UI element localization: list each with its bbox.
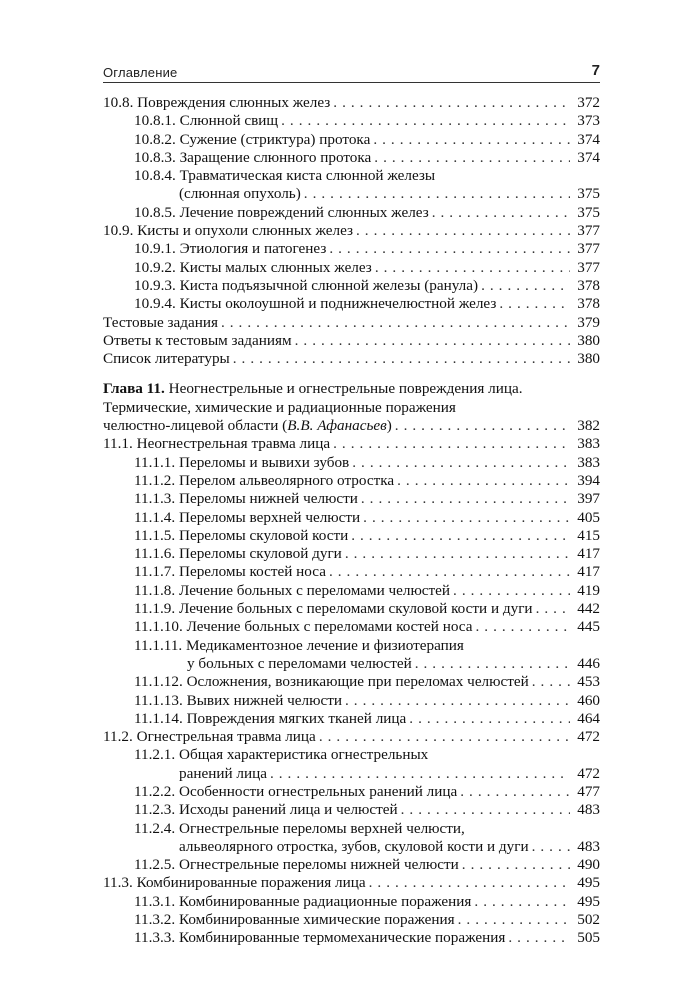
toc-page-number: 445 [577,618,600,636]
toc-leader-dots [356,222,570,240]
toc-entry-first-line [103,820,600,838]
toc-leader-dots [295,332,570,350]
toc-page-number: 405 [577,508,600,526]
toc-entry [103,929,600,947]
toc-page-number: 464 [577,709,600,727]
toc-entry [103,259,600,277]
toc-entry-title: 11.3.2. Комбинированные химические поражения [134,911,455,929]
toc-leader-dots [352,454,570,472]
toc-leader-dots [397,472,570,490]
toc-entry-title: 10.9.4. Кисты околоушной и поднижнечелюстной желез [134,295,497,313]
toc-entry [103,673,600,691]
toc-page-number: 483 [577,801,600,819]
toc-entry-title: 10.8.2. Сужение (стриктура) протока [134,130,371,148]
toc-page-number: 377 [577,258,600,276]
chapter-title: Неогнестрельные и огнестрельные повреждения лица. [168,380,523,398]
toc-page-number: 472 [577,764,600,782]
toc-page-number: 378 [577,276,600,294]
toc-entry-title: Травматическая киста слюнной железы [179,167,436,185]
toc-entry-title: 11.1.7. Переломы костей носа [134,563,326,581]
toc-entry-title: 11.2.5. Огнестрельные переломы нижней челюсти [134,856,459,874]
toc-page-number: 472 [577,728,600,746]
toc-entry [103,94,600,112]
toc-page-number: 502 [577,911,600,929]
toc-entry-first-line [103,167,600,185]
toc-page-number: 495 [577,874,600,892]
toc-entry [103,112,600,130]
toc-leader-dots [351,527,570,545]
toc-page-number: 372 [577,94,600,111]
running-header [103,62,600,82]
toc-entry-title: 10.8.1. Слюнной свищ [134,112,279,130]
toc-entry-number: 11.2.4. [134,819,176,837]
toc-page-number: 442 [577,600,600,618]
toc-page-number: 394 [577,471,600,489]
toc-entry-title: 10.8. Повреждения слюнных желез [103,94,331,111]
toc-entry-title: 10.9.3. Киста подъязычной слюнной железы (ранула) [134,276,479,294]
toc-leader-dots [369,874,570,892]
toc-entry-title: у больных с переломами челюстей [187,654,412,672]
toc-entry-title: 11.1.1. Переломы и вывихи зубов [134,453,350,471]
toc-entry [103,149,600,167]
toc-page-number: 374 [577,130,600,148]
toc-leader-dots [319,728,570,746]
toc-page-number: 505 [577,929,600,947]
toc-entry-continuation [103,838,600,856]
toc-entry-title: 10.9.2. Кисты малых слюнных желез [134,258,372,276]
toc-entry [103,472,600,490]
toc-entry-title: 11.1.13. Вывих нижней челюсти [134,691,342,709]
toc-leader-dots [401,801,570,819]
toc-page-number: 373 [577,112,600,130]
toc-entry-number: 11.1.11. [134,636,183,654]
toc-page-number: 375 [577,185,600,203]
toc-entry [103,600,600,618]
chapter-heading-line [103,380,600,398]
toc-entry-title: 11.1. Неогнестрельная травма лица [103,435,331,453]
toc-entry-title: 11.1.14. Повреждения мягких тканей лица [134,709,407,727]
toc-entry [103,295,600,313]
toc-leader-dots [345,545,570,563]
toc-leader-dots [373,131,570,149]
toc-entry-continuation [103,765,600,783]
chapter-heading-line [103,417,600,435]
toc-entry-title: 11.2. Огнестрельная травма лица [103,728,316,746]
toc-page-number: 378 [577,295,600,313]
toc-entry [103,856,600,874]
toc-entry-continuation [103,185,600,203]
toc-entry-title: 11.1.3. Переломы нижней челюсти [134,490,358,508]
toc-leader-dots [499,295,570,313]
chapter-title: челюстно-лицевой области (В.В. Афанасьев) [103,417,392,435]
toc-entry-title: (слюнная опухоль) [179,185,301,203]
toc-entry-number: 10.8.4. [134,167,176,185]
header-rule [103,82,600,83]
toc-entry [103,911,600,929]
toc-leader-dots [221,314,570,332]
toc-entry-title: 11.3.3. Комбинированные термомеханические поражения [134,929,506,947]
toc-entry [103,240,600,258]
toc-leader-dots [374,149,570,167]
toc-page-number: 379 [577,313,600,331]
chapter-title: Термические, химические и радиационные поражения [103,398,456,416]
toc-page-number: 374 [577,148,600,166]
toc-entry-title: 11.1.2. Перелом альвеолярного отростка [134,471,395,489]
toc-page-number: 397 [577,490,600,508]
toc-leader-dots [532,838,570,856]
toc-entry-first-line [103,637,600,655]
toc-entry [103,728,600,746]
toc-entry [103,332,600,350]
toc-entry [103,350,600,368]
toc-entry-title: Общая характеристика огнестрельных [179,746,429,764]
toc-entry-title: 10.8.5. Лечение повреждений слюнных желез [134,203,429,221]
toc-entry [103,204,600,222]
toc-entry-title: 10.9.1. Этиология и патогенез [134,240,327,258]
toc-entry-title: 11.1.4. Переломы верхней челюсти [134,508,361,526]
toc-page-number: 382 [577,417,600,435]
toc-leader-dots [532,673,570,691]
toc-leader-dots [304,185,570,203]
toc-page-number: 483 [577,837,600,855]
toc-page-number: 380 [577,331,600,349]
toc-entry-title: 10.8.3. Заращение слюнного протока [134,148,372,166]
toc-page-number: 477 [577,782,600,800]
toc-leader-dots [453,582,570,600]
page-number: 7 [591,62,600,79]
toc-entry-title: 10.9. Кисты и опухоли слюнных желез [103,222,354,240]
toc-entry [103,618,600,636]
toc-entry-title: Ответы к тестовым заданиям [103,331,292,349]
toc-leader-dots [329,240,570,258]
chapter-author: В.В. Афанасьев [287,417,387,435]
toc-page-number: 383 [577,453,600,471]
toc-page-number: 415 [577,526,600,544]
toc-entry [103,692,600,710]
toc-entry [103,710,600,728]
toc-entry-title: 11.1.5. Переломы скуловой кости [134,526,349,544]
toc-page-number: 453 [577,673,600,691]
toc-entry-title: Огнестрельные переломы верхней челюсти, [179,819,465,837]
toc-entry-title: ранений лица [179,764,267,782]
toc-entry [103,783,600,801]
toc-leader-dots [329,563,570,581]
toc-leader-dots [395,417,570,435]
toc-leader-dots [409,710,570,728]
toc-entry [103,801,600,819]
chapter-heading-line [103,399,600,417]
toc-leader-dots [536,600,570,618]
toc-entry-title: Тестовые задания [103,313,218,331]
toc-page-number: 377 [577,240,600,258]
toc-page-number: 380 [577,350,600,368]
toc-leader-dots [508,929,570,947]
toc-entry-title: Список литературы [103,350,230,368]
toc-leader-dots [474,893,570,911]
toc-leader-dots [458,911,570,929]
toc-page-number: 377 [577,222,600,240]
toc-leader-dots [361,490,570,508]
toc-entry [103,893,600,911]
toc-entry-title: 11.1.6. Переломы скуловой дуги [134,545,342,563]
toc-entry [103,435,600,453]
toc-leader-dots [270,765,570,783]
toc-entry-number: 11.2.1. [134,746,176,764]
toc-entry [103,563,600,581]
toc-entry [103,545,600,563]
toc-entry-title: 11.1.9. Лечение больных с переломами скуловой кости и дуги [134,600,533,618]
toc-page-number: 419 [577,581,600,599]
toc-leader-dots [481,277,570,295]
toc-entry-first-line [103,746,600,764]
toc-entry [103,454,600,472]
toc-page-number: 495 [577,892,600,910]
toc-entry-title: 11.3.1. Комбинированные радиационные поражения [134,892,472,910]
toc-page-number: 446 [577,654,600,672]
toc-leader-dots [233,350,570,368]
toc-leader-dots [432,204,570,222]
toc-leader-dots [281,112,570,130]
toc-leader-dots [415,655,570,673]
toc-entry [103,527,600,545]
toc-entry [103,277,600,295]
toc-leader-dots [333,94,570,112]
toc-entry-continuation [103,655,600,673]
toc-entry-title: альвеолярного отростка, зубов, скуловой кости и дуги [179,837,529,855]
toc-entry [103,314,600,332]
toc-leader-dots [375,259,570,277]
toc-entry [103,222,600,240]
toc-entry [103,582,600,600]
toc-leader-dots [345,692,570,710]
toc-entry-title: 11.1.8. Лечение больных с переломами челюстей [134,581,451,599]
toc-leader-dots [475,618,570,636]
toc-page-number: 417 [577,563,600,581]
toc-leader-dots [333,435,570,453]
toc-page-number: 417 [577,545,600,563]
chapter-label: Глава 11. [103,380,165,398]
toc-leader-dots [460,783,570,801]
toc-entry-title: Медикаментозное лечение и физиотерапия [186,636,464,654]
running-header-title: Оглавление [103,65,178,80]
toc-entry [103,509,600,527]
toc-page-number: 375 [577,203,600,221]
toc-entry-title: 11.2.2. Особенности огнестрельных ранений лица [134,782,458,800]
toc-entry [103,490,600,508]
toc-entry-title: 11.1.12. Осложнения, возникающие при переломах челюстей [134,673,529,691]
toc-entry [103,131,600,149]
toc-entry-title: 11.1.10. Лечение больных с переломами костей носа [134,618,473,636]
toc-page-number: 490 [577,856,600,874]
toc-entry [103,874,600,892]
toc-leader-dots [363,509,570,527]
toc-leader-dots [462,856,570,874]
toc-page-number: 383 [577,435,600,453]
toc-entry-title: 11.3. Комбинированные поражения лица [103,874,366,892]
toc-page-number: 460 [577,691,600,709]
table-of-contents [103,94,600,948]
toc-entry-title: 11.2.3. Исходы ранений лица и челюстей [134,801,398,819]
